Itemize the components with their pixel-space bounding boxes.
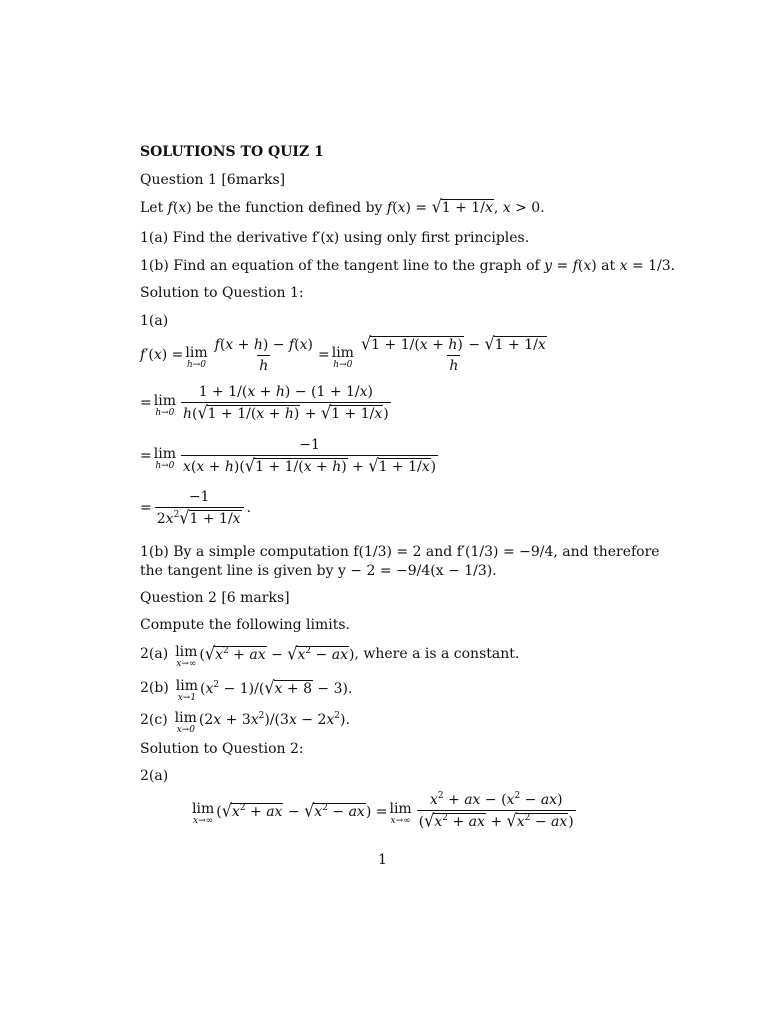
derivative-equation-line-3: = lim h→0 −1 x(x + h)( √ 1 + 1/(x + h) + √ 1 + 1/x ) [140, 437, 437, 476]
question-2-header: Question 2 [6 marks] [140, 590, 290, 606]
solution-2-header: Solution to Question 2: [140, 741, 304, 757]
question-2a: 2(a) lim x→∞ ( √ $x^2$ + ax − √ $x^2$ − ax ) , where a is a constant. [140, 642, 520, 669]
solution-1b-line-2: the tangent line is given by y − 2 = −9/4(x − 1/3). [140, 563, 497, 579]
question-1b-task: 1(b) Find an equation of the tangent line to the graph of y = f(x) at x = 1/3. [140, 258, 676, 274]
solution-1b-line-1: 1(b) By a simple computation f(1/3) = 2 and f′(1/3) = −9/4, and therefore [140, 544, 660, 560]
solution-1-header: Solution to Question 1: [140, 285, 304, 301]
question-2a-label: 2(a) [140, 646, 169, 662]
derivative-equation-line-4: = −1 $2x^2$ √ 1 + 1/x . [140, 489, 252, 528]
question-2c-label: 2(c) [140, 712, 168, 728]
question-2b: 2(b) lim x→1 $(x^2 - 1)/$( √ x + 8 − 3). [140, 676, 353, 703]
solution-2a-label: 2(a) [140, 768, 169, 784]
question-2-intro: Compute the following limits. [140, 617, 350, 633]
question-1-header: Question 1 [6marks] [140, 172, 286, 188]
question-2c: 2(c) lim x→0 $(2x + 3x^2)/(3x - 2x^2)$. [140, 710, 350, 735]
page-title: SOLUTIONS TO QUIZ 1 [140, 144, 324, 160]
page-number: 1 [378, 852, 387, 868]
derivative-equation-line-2: = lim h→0 1 + 1/(x + h) − (1 + 1/x) h( √ 1 + 1/(x + h) + √ 1 + 1/x ) [140, 384, 389, 423]
solution-2a-equation: lim x→∞ ( √ $x^2$ + ax − √ $x^2$ − ax ) = lim x→∞ $x^2$ + ax − $(x^2 - ax)$ ( √ $x^2$ + ax + √ $x^2$ − ax ) [192, 791, 574, 831]
solution-1a-label: 1(a) [140, 313, 169, 329]
question-1a-task: 1(a) Find the derivative f′(x) using only first principles. [140, 230, 530, 246]
question-2b-label: 2(b) [140, 680, 169, 696]
derivative-equation-line-1: f′(x) = lim h→0 $\frac{f(x + h) - f(x)}{h}$ = lim h→0 √ 1 + 1/(x + h) − √ 1 + 1/x h [140, 332, 546, 374]
question-2a-suffix: , where a is a constant. [354, 646, 520, 662]
question-1-statement: Let f(x) be the function defined by f(x) = √ 1 + 1/x , x > 0. [140, 195, 545, 217]
